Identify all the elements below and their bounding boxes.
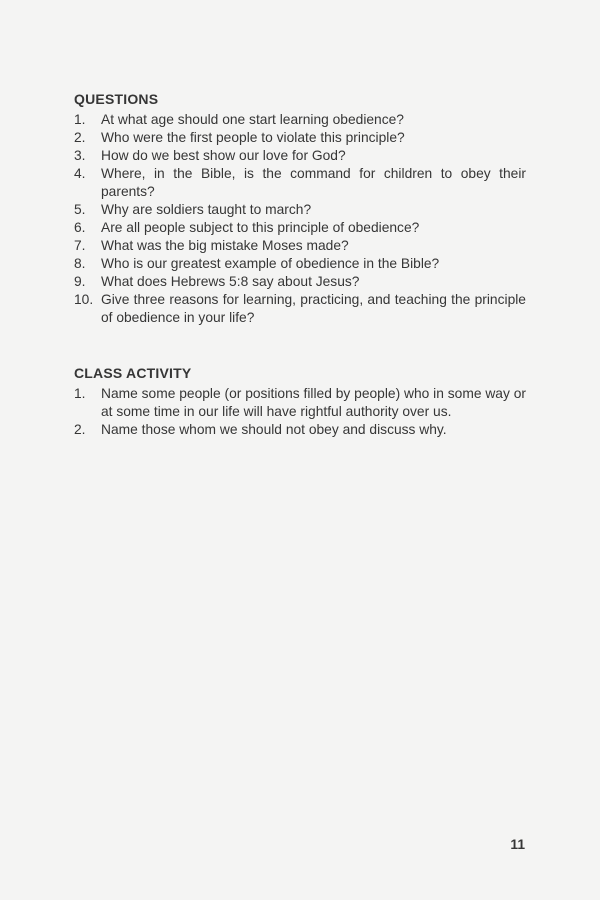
question-number: 6. xyxy=(74,220,86,235)
question-text: What was the big mistake Moses made? xyxy=(101,238,349,253)
question-number: 7. xyxy=(74,238,86,253)
question-text: Who were the first people to violate this principle? xyxy=(101,130,405,145)
question-item xyxy=(74,291,526,327)
question-item xyxy=(74,201,526,219)
question-item xyxy=(74,165,526,201)
question-text: Give three reasons for learning, practicing, and teaching the principle of obedience in your life? xyxy=(101,292,526,325)
question-item xyxy=(74,255,526,273)
question-text: How do we best show our love for God? xyxy=(101,148,346,163)
class-activity-text: Name those whom we should not obey and discuss why. xyxy=(101,422,447,437)
class-activity-section xyxy=(74,364,526,439)
question-text: Who is our greatest example of obedience in the Bible? xyxy=(101,256,440,271)
question-number: 4. xyxy=(74,166,86,181)
question-text: What does Hebrews 5:8 say about Jesus? xyxy=(101,274,360,289)
question-text: Why are soldiers taught to march? xyxy=(101,202,312,217)
class-activity-item xyxy=(74,421,526,439)
class-activity-number: 2. xyxy=(74,422,86,437)
question-number: 5. xyxy=(74,202,86,217)
question-text: At what age should one start learning obedience? xyxy=(101,112,404,127)
question-number: 2. xyxy=(74,130,86,145)
page-content xyxy=(74,90,526,439)
question-item xyxy=(74,111,526,129)
class-activity-number: 1. xyxy=(74,386,86,401)
question-number: 8. xyxy=(74,256,86,271)
class-activity-item xyxy=(74,385,526,421)
question-item xyxy=(74,237,526,255)
questions-heading: QUESTIONS xyxy=(74,91,159,107)
question-text: Are all people subject to this principle of obedience? xyxy=(101,220,420,235)
question-item xyxy=(74,273,526,291)
question-number: 3. xyxy=(74,148,86,163)
question-item xyxy=(74,219,526,237)
question-number: 1. xyxy=(74,112,86,127)
question-item xyxy=(74,129,526,147)
class-activity-heading: CLASS ACTIVITY xyxy=(74,365,192,381)
question-number: 10. xyxy=(74,292,94,307)
page-number: 11 xyxy=(510,837,525,852)
question-number: 9. xyxy=(74,274,86,289)
class-activity-text: Name some people (or positions filled by people) who in some way or at some time in our life will have rightful authority over us. xyxy=(101,386,526,419)
question-text: Where, in the Bible, is the command for children to obey their parents? xyxy=(101,166,526,199)
question-item xyxy=(74,147,526,165)
questions-section xyxy=(74,90,526,327)
